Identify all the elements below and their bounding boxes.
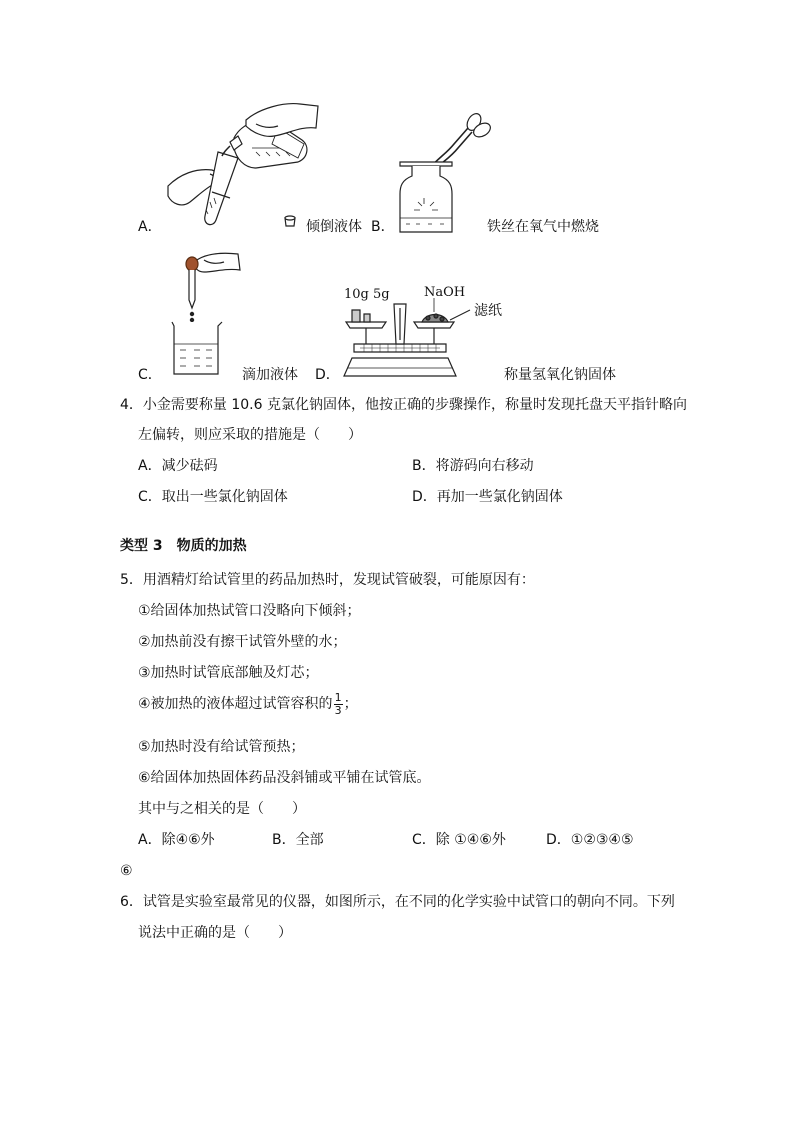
question-5-item-4-text: ④被加热的液体超过试管容积的	[138, 696, 333, 712]
question-5-item-4-end: ；	[343, 696, 358, 712]
option-c-letter: C．	[138, 367, 162, 383]
question-5-item-2: ②加热前没有擦干试管外壁的水；	[138, 634, 347, 650]
option-d-caption: 称量氢氧化钠固体	[504, 367, 616, 383]
pouring-liquid-illustration	[160, 98, 320, 230]
question-5-stem: 5．用酒精灯给试管里的药品加热时，发现试管破裂，可能原因有：	[120, 572, 535, 588]
question-5-option-a: A．除④⑥外	[138, 832, 215, 848]
question-4-option-d: D．再加一些氯化钠固体	[412, 489, 563, 505]
option-a-letter: A．	[138, 219, 162, 235]
option-c-caption: 滴加液体	[242, 367, 298, 383]
iron-wire-burning-illustration	[394, 110, 494, 236]
question-6-stem-line1: 6．试管是实验室最常见的仪器，如图所示，在不同的化学实验中试管口的朝向不同。下列	[120, 894, 675, 910]
question-5-item-6: ⑥给固体加热固体药品没斜铺或平铺在试管底。	[138, 770, 431, 786]
balance-naoh-label: NaOH	[424, 285, 466, 300]
option-b-letter: B．	[371, 219, 395, 235]
question-5-option-d-continued: ⑥	[120, 863, 133, 879]
balance-weighing-illustration	[340, 296, 460, 380]
question-5-option-b: B．全部	[272, 832, 324, 848]
question-5-item-4	[138, 690, 358, 718]
question-6-stem-line2: 说法中正确的是（ ）	[138, 925, 292, 941]
question-5-option-d: D．①②③④⑤	[546, 832, 634, 848]
fraction-one-third	[334, 692, 343, 716]
question-5-item-5: ⑤加热时没有给试管预热；	[138, 739, 305, 755]
balance-weights-label: 10g 5g	[344, 287, 390, 302]
question-4-stem-line1: 4．小金需要称量 10.6 克氯化钠固体，他按正确的步骤操作，称量时发现托盘天平指针略向	[120, 397, 687, 413]
question-5-question: 其中与之相关的是（ ）	[138, 801, 306, 817]
question-4-option-b: B．将游码向右移动	[412, 458, 534, 474]
question-5-item-1: ①给固体加热试管口没略向下倾斜；	[138, 603, 361, 619]
question-4-option-c: C．取出一些氯化钠固体	[138, 489, 288, 505]
section-title: 类型 3 物质的加热	[120, 538, 247, 554]
question-4-stem-line2: 左偏转，则应采取的措施是（ ）	[138, 427, 362, 443]
option-b-caption: 铁丝在氧气中燃烧	[487, 219, 599, 235]
stopper-illustration	[282, 212, 298, 228]
question-4-option-a: A．减少砝码	[138, 458, 218, 474]
dropper-beaker-illustration	[168, 248, 242, 378]
question-5-option-c: C．除 ①④⑥外	[412, 832, 506, 848]
option-d-letter: D．	[315, 367, 340, 383]
fraction-denominator: 3	[334, 703, 342, 717]
balance-filter-paper-label: 滤纸	[474, 303, 502, 319]
option-a-caption: 倾倒液体	[306, 219, 362, 235]
fraction-numerator: 1	[334, 690, 342, 704]
question-5-item-3: ③加热时试管底部触及灯芯；	[138, 665, 319, 681]
